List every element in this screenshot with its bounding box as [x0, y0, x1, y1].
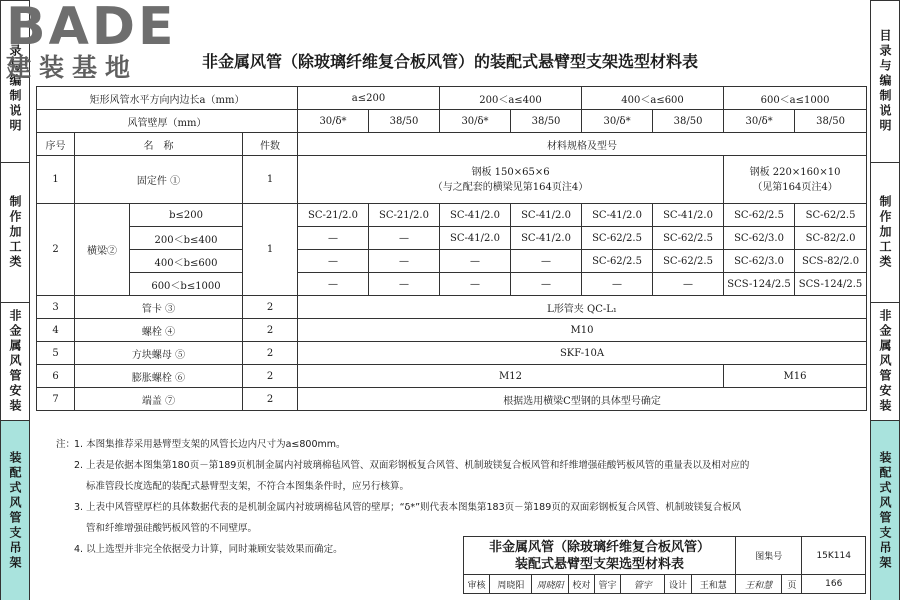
left-tab-nonmetal-duct[interactable]: 非金属风管安装 [1, 303, 29, 421]
beam-cell: — [369, 227, 440, 250]
beam-cell: SC-62/3.0 [724, 250, 795, 273]
beam-cell: — [440, 250, 511, 273]
page-title: 非金属风管（除玻璃纤维复合板风管）的装配式悬臂型支架选型材料表 [201, 51, 698, 71]
edge-label-cell: 矩形风管水平方向内边长a（mm） [37, 87, 298, 110]
table-row [37, 250, 867, 273]
row-no: 6 [37, 365, 75, 388]
atlas-number: 15K114 [802, 537, 866, 575]
check-label: 校对 [568, 575, 594, 594]
header-spec: 材料规格及型号 [298, 133, 867, 156]
beam-cell: SC-41/2.0 [582, 204, 653, 227]
note-item: 管和纤维增强硅酸钙板风管的不同壁厚。 [86, 523, 258, 534]
header-name: 名 称 [75, 133, 243, 156]
subrow-label: 200＜b≤400 [130, 227, 243, 250]
checker-signature: 管宇 [621, 575, 665, 594]
designer-name: 王和慧 [691, 575, 735, 594]
row-spec: 根据选用横梁C型钢的具体型号确定 [298, 388, 867, 411]
beam-cell: — [582, 273, 653, 296]
row-count: 2 [243, 319, 298, 342]
page-number: 166 [802, 575, 866, 594]
beam-cell: SC-41/2.0 [511, 227, 582, 250]
subrow-label: 400＜b≤600 [130, 250, 243, 273]
spec-a-line2: （与之配套的横梁见第164页注4） [432, 181, 589, 193]
page-label: 页 [782, 575, 802, 594]
row-no: 5 [37, 342, 75, 365]
beam-cell: SC-62/2.5 [724, 204, 795, 227]
subrow-label: 600＜b≤1000 [130, 273, 243, 296]
edge-range-cell: 600＜a≤1000 [724, 87, 867, 110]
wall-thickness-row [37, 110, 867, 133]
table-row [37, 273, 867, 296]
beam-cell: SC-62/2.5 [653, 250, 724, 273]
row-spec: SKF-10A [298, 342, 867, 365]
atlas-label: 图集号 [735, 537, 801, 575]
wall-value-cell: 38/50 [369, 110, 440, 133]
title-block-line2: 装配式悬臂型支架选型材料表 [514, 556, 684, 572]
edge-range-cell: 200＜a≤400 [440, 87, 582, 110]
subrow-label: b≤200 [130, 204, 243, 227]
wall-value-cell: 38/50 [511, 110, 582, 133]
right-tab-catalog[interactable]: 目录与编制说明 [871, 1, 899, 163]
row-count: 1 [243, 204, 298, 296]
table-row [37, 227, 867, 250]
row-name: 螺栓 ④ [75, 319, 243, 342]
beam-cell: SC-62/2.5 [582, 250, 653, 273]
beam-cell: — [511, 250, 582, 273]
spec-a-line1: 钢板 150×65×6 [471, 166, 550, 178]
row-spec-b: M16 [724, 365, 867, 388]
table-row [37, 365, 867, 388]
wall-value-cell: 30/δ* [440, 110, 511, 133]
beam-cell: SC-41/2.0 [440, 227, 511, 250]
right-tab-fabrication[interactable]: 制作加工类 [871, 163, 899, 303]
beam-cell: SC-21/2.0 [369, 204, 440, 227]
row-name: 管卡 ③ [75, 296, 243, 319]
brand-logo-subtitle: 建装基地 [6, 53, 139, 82]
wall-value-cell: 30/δ* [582, 110, 653, 133]
left-tab-fabrication[interactable]: 制作加工类 [1, 163, 29, 303]
wall-label-cell: 风管壁厚（mm） [37, 110, 298, 133]
row-no: 3 [37, 296, 75, 319]
drawing-title-block [463, 536, 866, 594]
selection-material-table [36, 86, 867, 411]
note-item: 2. 上表是依据本图集第180页－第189页机制金属内衬玻璃棉毡风管、双面彩钢板复合风管、机制玻镁复合板风管和纤维增强硅酸钙板风管的重量表以及相对应的 [74, 460, 750, 471]
beam-cell: — [298, 273, 369, 296]
row-spec-b [724, 156, 867, 204]
edge-range-row [37, 87, 867, 110]
beam-cell: SC-21/2.0 [298, 204, 369, 227]
beam-cell: SCS-124/2.5 [724, 273, 795, 296]
edge-range-cell: 400＜a≤600 [582, 87, 724, 110]
table-row [37, 388, 867, 411]
notes-label: 注： [56, 439, 76, 450]
row-no: 7 [37, 388, 75, 411]
row-name: 端盖 ⑦ [75, 388, 243, 411]
left-tab-prefab-support[interactable]: 装配式风管支吊架 [1, 421, 29, 600]
title-block-line1: 非金属风管（除玻璃纤维复合板风管） [488, 539, 710, 555]
header-count: 件数 [243, 133, 298, 156]
beam-cell: — [298, 227, 369, 250]
table-row [37, 296, 867, 319]
header-no: 序号 [37, 133, 75, 156]
left-tab-catalog[interactable]: 目录与编制说明 [1, 1, 29, 163]
row-spec-a: M12 [298, 365, 724, 388]
brand-logo-text: BADE [6, 0, 177, 57]
beam-cell: SCS-124/2.5 [795, 273, 867, 296]
beam-cell: SC-62/2.5 [795, 204, 867, 227]
beam-cell: SC-41/2.0 [511, 204, 582, 227]
beam-cell: — [653, 273, 724, 296]
beam-cell: — [369, 250, 440, 273]
column-header-row [37, 133, 867, 156]
row-name: 方块螺母 ⑤ [75, 342, 243, 365]
reviewer-name: 周晓阳 [490, 575, 532, 594]
note-item: 3. 上表中风管壁厚栏的具体数据代表的是机制金属内衬玻璃棉毡风管的壁厚；“δ*”则代表本图集第183页－第189页的双面彩钢板复合风管、机制玻镁复合板风 [74, 502, 742, 513]
row-count: 2 [243, 388, 298, 411]
row-no: 4 [37, 319, 75, 342]
row-name: 膨胀螺栓 ⑥ [75, 365, 243, 388]
beam-cell: SC-41/2.0 [653, 204, 724, 227]
table-row [37, 319, 867, 342]
beam-cell: — [298, 250, 369, 273]
row-count: 2 [243, 296, 298, 319]
beam-cell: SCS-82/2.0 [795, 250, 867, 273]
row-no: 1 [37, 156, 75, 204]
spec-b-line2: （见第164页注4） [752, 181, 838, 193]
table-row [37, 204, 867, 227]
wall-value-cell: 38/50 [795, 110, 867, 133]
edge-range-cell: a≤200 [298, 87, 440, 110]
row-spec-a [298, 156, 724, 204]
beam-cell: SC-62/3.0 [724, 227, 795, 250]
wall-value-cell: 38/50 [653, 110, 724, 133]
row-count: 2 [243, 365, 298, 388]
spec-b-line1: 钢板 220×160×10 [749, 166, 841, 178]
checker-name: 管宇 [594, 575, 620, 594]
beam-cell: SC-41/2.0 [440, 204, 511, 227]
right-tab-prefab-support[interactable]: 装配式风管支吊架 [871, 421, 899, 600]
beam-cell: SC-82/2.0 [795, 227, 867, 250]
wall-value-cell: 30/δ* [298, 110, 369, 133]
reviewer-signature: 周晓阳 [532, 575, 568, 594]
beam-cell: — [511, 273, 582, 296]
row-spec: M10 [298, 319, 867, 342]
row-spec: L形管夹 QC-L₁ [298, 296, 867, 319]
right-tab-nonmetal-duct[interactable]: 非金属风管安装 [871, 303, 899, 421]
row-no: 2 [37, 204, 75, 296]
row-name: 固定件 ① [75, 156, 243, 204]
row-name: 横梁② [75, 204, 130, 296]
table-row [37, 342, 867, 365]
left-category-strip [0, 0, 30, 600]
review-label: 审核 [464, 575, 490, 594]
beam-cell: — [440, 273, 511, 296]
beam-cell: — [369, 273, 440, 296]
brand-logo [6, 2, 177, 84]
title-block-title [464, 537, 736, 575]
designer-signature: 王和慧 [735, 575, 781, 594]
wall-value-cell: 30/δ* [724, 110, 795, 133]
row-count: 2 [243, 342, 298, 365]
beam-cell: SC-62/2.5 [582, 227, 653, 250]
design-label: 设计 [665, 575, 691, 594]
note-item: 4. 以上选型并非完全依据受力计算，同时兼顾安装效果而确定。 [74, 544, 343, 555]
table-row [37, 156, 867, 204]
note-item: 1. 本图集推荐采用悬臂型支架的风管长边内尺寸为a≤800mm。 [74, 439, 346, 450]
beam-cell: SC-62/2.5 [653, 227, 724, 250]
note-item: 标准管段长度选配的装配式悬臂型支架，不符合本图集条件时，应另行核算。 [86, 481, 410, 492]
row-count: 1 [243, 156, 298, 204]
